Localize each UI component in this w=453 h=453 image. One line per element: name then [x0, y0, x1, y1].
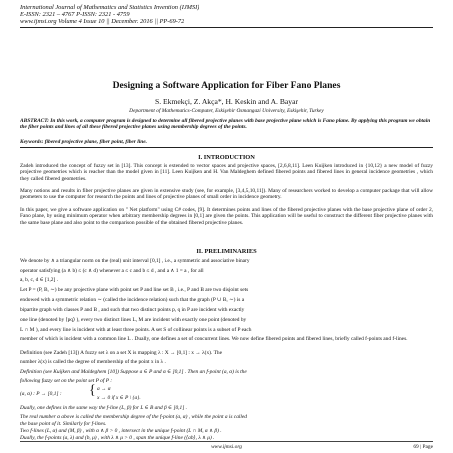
footer-url[interactable]: www.ijmsi.org	[211, 444, 242, 450]
prelim-line: one line (denoted by ⟨pq⟩ ), every two distinct lines L, M are incident with exactly one point (denoted by	[20, 317, 247, 323]
journal-volume: www.ijmsi.org Volume 4 Issue 10 || December. 2016 || PP-69-72	[20, 18, 185, 25]
definition-f-point-cont: following fuzzy set on the point set P of P :	[20, 378, 113, 384]
prelim-line: operator satisfying (a ∧ b) ≤ (c ∧ d) whenever a ≤ c and b ≤ d , and a ∧ 1 = a , for all	[20, 268, 204, 274]
map-case-1: a → α	[97, 386, 111, 392]
paper-authors: S. Ekmekçi, Z. Akça*, H. Keskin and A. Bayar	[155, 97, 298, 106]
map-case-2: x → 0 if x ∈ P \ {a}.	[97, 395, 141, 401]
abstract-rule	[20, 147, 433, 148]
section-heading-preliminaries: II. PRELIMINARIES	[196, 248, 257, 255]
intro-paragraph-2: Many notions and results in fiber projective planes are given in extensive study (see, for example, [3,4,5,10,11]). Many of researchers worked to develop a computer package that will allow geometers to use the computer for research the points and lines of projective planes of small order in incidence geometry.	[20, 188, 433, 201]
section-heading-introduction: I. INTRODUCTION	[198, 154, 255, 161]
paper-title: Designing a Software Application for Fiber Fano Planes	[112, 80, 341, 91]
definition-f-point: Definition (see Kuijken and Maldeghem [10]) Suppose a ∈ P and α ∈ ]0,1] . Then an f-point (a, α) is the	[20, 369, 247, 375]
dual-line: the base point of it. Similarly for f-lines.	[20, 421, 107, 427]
prelim-line: bipartite graph with classes P and B , and such that two distinct points p, q in P are incident with exactly	[20, 307, 245, 313]
journal-issn: E-ISSN: 2321 – 4767 P-ISSN: 2321 - 4759	[20, 11, 130, 18]
intro-paragraph-1: Zadeh introduced the concept of fuzzy set in [13]. This concept is extended to vector spaces and projective spaces, [2,6,8,11]. Leen Kuijken introduced in {10,12} a new model of fuzzy projective geometries which is reacher than the model given in [11]. Leen Kuijken and H. Van Maldeghem defined fibered points and fibered lines in general incidence geometries , which they called fibered geometries.	[20, 163, 433, 182]
header-rule	[20, 27, 433, 28]
paper-abstract: ABSTRACT: In this work, a computer program is designed to determine all fibered projective planes with base projective plane which is Fano plane. By applying this program we obtain the fiber points and lines of all these fibered projective planes using membership degrees of the points.	[20, 118, 431, 131]
prelim-line: L ∩ M ), and every line is incident with at least three points. A set S of collinear points is a subset of P each	[20, 327, 252, 333]
footer-rule	[20, 441, 433, 442]
dual-line: The real number α above is called the membership degree of the f-point (a, α) , while the point a is called	[20, 414, 247, 420]
map-lhs: (a, α) : P → [0,1] :	[20, 391, 62, 397]
dual-line: Dually, the f-points (a, λ) and (b, μ) , with λ ∧ μ > 0 , span the unique f-line (⟨ab⟩, λ ∧ μ) .	[20, 435, 215, 441]
intro-paragraph-3: In this paper, we give a software application on " Net platform" using C# codes, [9]. It determines points and lines of the fibered projective planes with the base projective plane of order 2, Fano plane, by using minimum operator when arbitrary membership degrees in [0,1] are given the points. This application will be useful to construct the different fiber projective planes with the same base plane and also point to the comparison possible of the obtained fibered projective planes.	[20, 207, 433, 226]
journal-name: International Journal of Mathematics and Statistics Invention (IJMSI)	[20, 4, 200, 11]
paper-keywords: Keywords: fibered projective plane, fiber point, fiber line.	[20, 139, 147, 145]
prelim-line: Let P = (P, B, ∼) be any projective plane with point set P and line set B , i.e., P and B are two disjoint sets	[20, 287, 249, 293]
footer-page-number: 69 | Page	[413, 444, 433, 450]
prelim-line: member of which is incident with a common line L . Dually, one defines a set of concurrent lines. We now define fibered points and fibered lines, briefly called f-points and f-lines.	[20, 336, 408, 342]
dual-line: Two f-lines (L, α) and (M, β) , with α ∧ β > 0 , intersect in the unique f-point (L ∩ M, α ∧ β) .	[20, 428, 222, 434]
definition-fuzzy-set: Definition (see Zadeh [13]) A fuzzy set λ on a set X is mapping λ : X → [0,1] : x → λ(x). The	[20, 350, 223, 356]
dual-line: Dually, one defines in the same way the f-line (L, β) for L ∈ B and β ∈ ]0,1] .	[20, 405, 188, 411]
prelim-line: a, b, c, d ∈ [1,2] .	[20, 277, 58, 283]
prelim-line: endowed with a symmetric relation ∼ (called the incidence relation) such that the graph (P ∪ B, ∼) is a	[20, 297, 245, 303]
brace-symbol: {	[89, 383, 96, 398]
prelim-line: We denote by ∧ a triangular norm on the (real) unit interval [0,1] , i.e., a symmetric and associative binary	[20, 258, 250, 264]
definition-fuzzy-set-cont: number λ(x) is called the degree of membership of the point x in λ .	[20, 359, 166, 365]
paper-affiliation: Department of Mathematics-Computer, Eskişehir Osmangazi University, Eskişehir, Turkey	[129, 108, 324, 114]
